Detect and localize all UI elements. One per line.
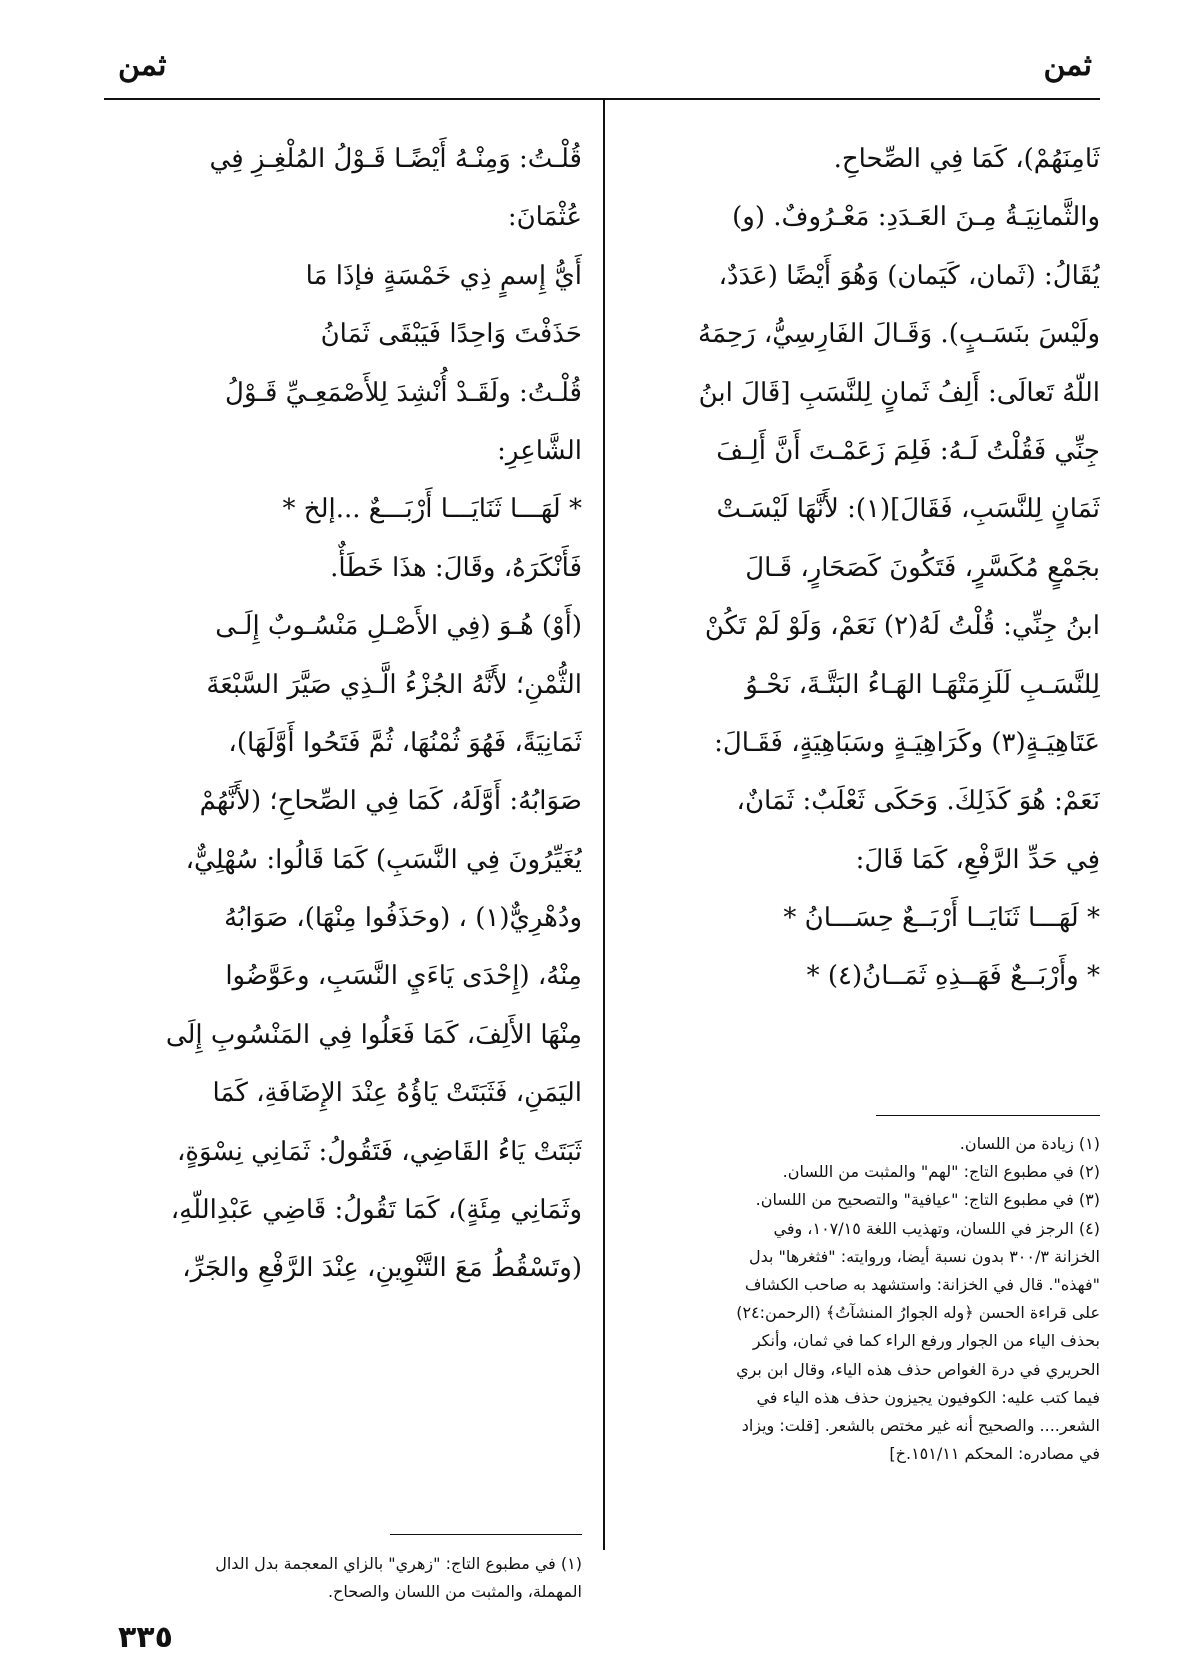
right-column-footnotes xyxy=(626,1130,1100,1468)
left-column-text xyxy=(104,130,582,1298)
column-divider xyxy=(603,100,605,1550)
text-line: الثُّمْنِ؛ لأَنَّهُ الجُزْءُ الَّـذِي صَيَّرَ السَّبْعَةَ xyxy=(206,669,582,700)
text-line: ودُهْرِيٌّ(١) ، (وحَذَفُوا مِنْهَا)، صَوَابُهُ xyxy=(224,903,582,934)
footnote-line: في مصادره: المحكم ١٥١/١١.خ] xyxy=(889,1444,1100,1464)
text-line: قُلْـتُ: وَمِنْـهُ أَيْضًـا قَـوْلُ المُلْغِـزِ فِي xyxy=(209,144,582,174)
footnote-line: الحريري في درة الغواص حذف هذه الياء، وقال ابن بري xyxy=(736,1359,1100,1379)
text-line: عَتَاهِيَـةٍ(٣) وكَرَاهِيَـةٍ وسَبَاهِيَةٍ، فَقَـالَ: xyxy=(714,727,1100,758)
text-line: فِي حَدِّ الرَّفْعِ، كَمَا قَالَ: xyxy=(855,844,1100,875)
text-line: يُغَيِّرُونَ فِي النَّسَبِ) كَمَا قَالُوا: سُهْلِيٌّ، xyxy=(185,844,582,875)
footnote-line: (٢) في مطبوع التاج: "لهم" والمثبت من اللسان. xyxy=(782,1162,1100,1182)
text-line: (أَوْ) هُـوَ (فِي الأَصْـلِ مَنْسُـوبٌ إِلَـى xyxy=(215,611,582,642)
text-line: جِنِّي فَقُلْتُ لَـهُ: فَلِمَ زَعَمْـتَ أَنَّ أَلِـفَ xyxy=(716,435,1100,466)
text-line: وثَمَانِي مِئَةٍ)، كَمَا تَقُولُ: قَاضِي عَبْدِاللّهِ، xyxy=(170,1195,582,1226)
footnote-line: الخزانة ٣٠٠/٣ بدون نسبة أيضا، وروايته: "فثغرها" بدل xyxy=(748,1246,1100,1266)
text-line: ولَيْسَ بنَسَـبٍ). وَقَـالَ الفَارِسِيُّ، رَحِمَهُ xyxy=(698,319,1100,350)
footnote-line: (٣) في مطبوع التاج: "عيافية" والتصحيح من اللسان. xyxy=(755,1190,1100,1210)
footnote-line: (١) زيادة من اللسان. xyxy=(959,1134,1100,1153)
footnote-line: بحذف الياء من الجوار ورفع الراء كما في ثمان، وأنكر xyxy=(752,1331,1100,1351)
running-header-left: ثمن xyxy=(118,48,167,83)
footnote-line: الشعر.... والصحيح أنه غير مختص بالشعر. [قلت: ويزاد xyxy=(741,1415,1100,1435)
footnote-line: "فهذه". قال في الخزانة: واستشهد به صاحب الكشاف xyxy=(744,1274,1100,1294)
text-line: مِنْهَا الأَلِفَ، كَمَا فَعَلُوا فِي المَنْسُوبِ إِلَى xyxy=(165,1019,582,1050)
text-line: صَوَابُهُ: أَوَّلَهُ، كَمَا فِي الصِّحاحِ؛ (لأَنَّهُمْ xyxy=(199,786,582,817)
right-footnote-rule xyxy=(876,1115,1100,1116)
text-line: ابنُ جِنِّي: قُلْتُ لَهُ(٢) نَعَمْ، وَلَوْ لَمْ تَكُنْ xyxy=(704,611,1100,642)
text-line: ثَمَانِيَةً، فَهُوَ ثُمْنُهَا، ثُمَّ فَتَحُوا أَوَّلَهَا)، xyxy=(228,727,582,758)
header-rule xyxy=(104,98,1100,100)
left-footnote-rule xyxy=(390,1534,582,1535)
text-line: والثَّمانِيَـةُ مِـنَ العَـدَدِ: مَعْـرُوفٌ. (و) xyxy=(732,202,1100,233)
text-line: أَيُّ إِسمٍ ذِي خَمْسَةٍ فإذَا مَا xyxy=(305,260,582,291)
text-line: فَأَنْكَرَهُ، وقَالَ: هذَا خَطَأٌ. xyxy=(330,552,582,583)
footnote-line: (٤) الرجز في اللسان، وتهذيب اللغة ١٠٧/١٥، وفي xyxy=(773,1218,1100,1238)
text-line: لِلنَّسَـبِ لَلَزِمَتْهَـا الهَـاءُ البَتَّـةَ، نَحْـوُ xyxy=(745,669,1100,700)
text-line: اليَمَنِ، فَثَبَتَتْ يَاؤُهُ عِنْدَ الإِضَافَةِ، كَمَا xyxy=(212,1078,582,1109)
text-line: * لَهَـــا ثَنَايَــا أَرْبَــعٌ حِسَـــانُ * xyxy=(783,903,1100,934)
text-line: مِنْهُ، (إِحْدَى يَاءَيِ النَّسَبِ، وعَوَّضُوا xyxy=(225,961,582,992)
text-line: الشَّاعِرِ: xyxy=(497,435,582,466)
text-line: ثَامِنَهُمْ)، كَمَا فِي الصِّحاحِ. xyxy=(833,144,1100,174)
text-line: ثَبَتَتْ يَاءُ القَاضِي، فَتَقُولُ: ثَمَانِي نِسْوَةٍ، xyxy=(176,1136,582,1167)
text-line: نَعَمْ: هُوَ كَذَلِكَ. وَحَكَى ثَعْلَبٌ: ثَمَانٌ، xyxy=(736,786,1100,817)
left-column-footnotes xyxy=(104,1550,582,1606)
text-line: ثَمَانٍ لِلنَّسَبِ، فَقَالَ](١): لأَنَّهَا لَيْسَـتْ xyxy=(716,494,1100,525)
text-line: بجَمْعٍ مُكَسَّرٍ، فَتَكُونَ كَصَحَارٍ، قَـالَ xyxy=(745,552,1100,583)
text-line: قُلْـتُ: ولَقَـدْ أُنْشِدَ لِلأَصْمَعِـيِّ قَـوْلُ xyxy=(225,377,582,408)
footnote-line: فيما كتب عليه: الكوفيون يجيزون حذف هذه الياء في xyxy=(756,1387,1100,1407)
text-line: (وتَسْقُطُ مَعَ التَّنْوِينِ، عِنْدَ الرَّفْعِ والجَرِّ، xyxy=(182,1253,582,1284)
text-line: عُثْمَانَ: xyxy=(507,202,582,233)
text-line: * وأَرْبَــعٌ فَهَــذِهِ ثَمَــانُ(٤) * xyxy=(806,961,1100,992)
page-number: ٣٣٥ xyxy=(118,1620,173,1655)
right-column-text xyxy=(626,130,1100,1006)
text-line: اللّهُ تَعالَى: أَلِفُ ثَمانٍ لِلنَّسَبِ [قَالَ ابنُ xyxy=(698,377,1100,408)
footnote-line: (١) في مطبوع التاج: "زهري" بالزاي المعجمة بدل الدال xyxy=(215,1554,582,1573)
text-line: * لَهَـــا ثَنَايَـــا أَرْبَـــعٌ ...إلخ * xyxy=(282,494,582,525)
text-line: حَذَفْتَ وَاحِدًا فَيَبْقَى ثَمَانُ xyxy=(320,319,582,350)
text-line: يُقَالُ: (ثَمان، كَيَمان) وَهُوَ أَيْضًا (عَدَدٌ، xyxy=(718,260,1100,291)
footnote-line: المهملة، والمثبت من اللسان والصحاح. xyxy=(327,1582,582,1602)
running-header-right: ثمن xyxy=(1043,48,1092,83)
footnote-line: على قراءة الحسن ﴿وله الجوارُ المنشآتُ﴾ (الرحمن:٢٤) xyxy=(736,1303,1100,1323)
